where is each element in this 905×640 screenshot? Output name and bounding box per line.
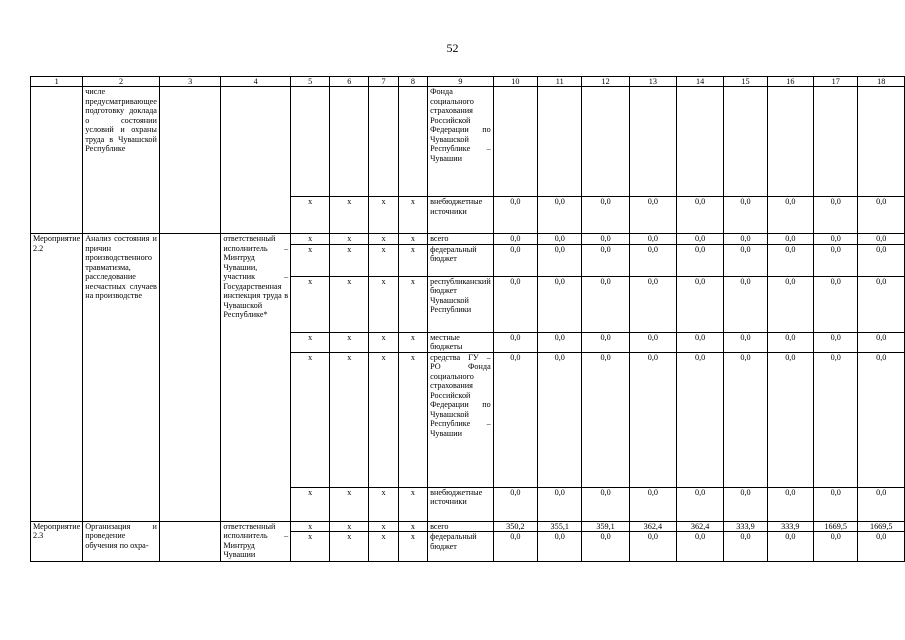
value-cell: 0,0 <box>676 332 723 352</box>
value-cell: 0,0 <box>493 234 537 245</box>
funding-source: внебюджетные источники <box>428 487 494 521</box>
empty-cell <box>582 87 629 197</box>
activity-name: Организация и проведение обучения по охра- <box>83 521 160 562</box>
value-cell: 0,0 <box>582 276 629 332</box>
empty-cell <box>767 87 813 197</box>
column-header: 5 <box>291 77 330 87</box>
value-cell: 0,0 <box>493 197 537 234</box>
value-cell: 0,0 <box>582 532 629 562</box>
value-cell: 0,0 <box>493 352 537 487</box>
x-mark: х <box>398 197 427 234</box>
empty-cell <box>369 87 398 197</box>
funding-source: внебюджетные источники <box>428 197 494 234</box>
column-header: 7 <box>369 77 398 87</box>
value-cell: 0,0 <box>582 332 629 352</box>
value-cell: 0,0 <box>676 234 723 245</box>
x-mark: х <box>369 234 398 245</box>
value-cell: 0,0 <box>493 244 537 276</box>
value-cell: 0,0 <box>724 244 767 276</box>
activity-code: Мероприятие 2.3 <box>31 521 83 562</box>
value-cell: 0,0 <box>724 276 767 332</box>
empty-cell <box>291 87 330 197</box>
value-cell: 0,0 <box>538 276 582 332</box>
page-number: 52 <box>446 41 459 55</box>
value-cell: 0,0 <box>629 244 676 276</box>
value-cell: 0,0 <box>813 197 857 234</box>
value-cell: 0,0 <box>493 532 537 562</box>
value-cell: 0,0 <box>676 244 723 276</box>
value-cell: 0,0 <box>538 234 582 245</box>
value-cell: 0,0 <box>538 532 582 562</box>
header-row <box>31 77 905 87</box>
x-mark: х <box>369 197 398 234</box>
empty-cell <box>629 87 676 197</box>
table-row <box>31 87 905 197</box>
column-header: 15 <box>724 77 767 87</box>
x-mark: х <box>291 197 330 234</box>
funding-source: местные бюджеты <box>428 332 494 352</box>
value-cell: 350,2 <box>493 521 537 532</box>
value-cell: 0,0 <box>629 234 676 245</box>
value-cell: 359,1 <box>582 521 629 532</box>
value-cell: 0,0 <box>582 487 629 521</box>
column-header: 6 <box>330 77 369 87</box>
value-cell: 0,0 <box>724 487 767 521</box>
value-cell: 0,0 <box>629 532 676 562</box>
x-mark: х <box>369 332 398 352</box>
x-mark: х <box>398 244 427 276</box>
x-mark: х <box>369 487 398 521</box>
value-cell: 0,0 <box>582 234 629 245</box>
empty-cell <box>493 87 537 197</box>
x-mark: х <box>330 487 369 521</box>
value-cell: 1669,5 <box>813 521 857 532</box>
x-mark: х <box>369 244 398 276</box>
x-mark: х <box>398 332 427 352</box>
value-cell: 0,0 <box>858 276 905 332</box>
column-header: 1 <box>31 77 83 87</box>
table-row <box>31 234 905 245</box>
x-mark: х <box>291 532 330 562</box>
value-cell: 0,0 <box>493 276 537 332</box>
value-cell: 362,4 <box>676 521 723 532</box>
funding-source: средства ГУ – РО Фонда социального страхования Российской Федерации по Чувашской Республике – Чувашии <box>428 352 494 487</box>
value-cell: 0,0 <box>767 244 813 276</box>
value-cell: 0,0 <box>858 352 905 487</box>
funding-source: республиканский бюджет Чувашской Республики <box>428 276 494 332</box>
value-cell: 0,0 <box>858 332 905 352</box>
value-cell: 0,0 <box>538 244 582 276</box>
value-cell: 0,0 <box>629 487 676 521</box>
empty-cell <box>858 87 905 197</box>
value-cell: 0,0 <box>813 244 857 276</box>
funding-source: федеральный бюджет <box>428 244 494 276</box>
value-cell: 0,0 <box>629 332 676 352</box>
x-mark: х <box>330 234 369 245</box>
column-header: 13 <box>629 77 676 87</box>
value-cell: 0,0 <box>724 234 767 245</box>
budget-table <box>30 76 905 562</box>
column-header: 14 <box>676 77 723 87</box>
value-cell: 0,0 <box>493 487 537 521</box>
value-cell: 0,0 <box>767 532 813 562</box>
x-mark: х <box>330 244 369 276</box>
value-cell: 0,0 <box>724 332 767 352</box>
value-cell: 362,4 <box>629 521 676 532</box>
funding-source: всего <box>428 234 494 245</box>
code-cell <box>31 87 83 234</box>
empty-cell <box>330 87 369 197</box>
x-mark: х <box>398 532 427 562</box>
x-mark: х <box>291 487 330 521</box>
activity-code: Мероприятие 2.2 <box>31 234 83 522</box>
empty-cell <box>159 521 220 562</box>
column-header: 2 <box>83 77 160 87</box>
x-mark: х <box>398 234 427 245</box>
empty-cell <box>538 87 582 197</box>
x-mark: х <box>398 352 427 487</box>
value-cell: 0,0 <box>629 276 676 332</box>
value-cell: 0,0 <box>813 352 857 487</box>
value-cell: 0,0 <box>767 197 813 234</box>
column-header: 9 <box>428 77 494 87</box>
value-cell: 0,0 <box>724 197 767 234</box>
value-cell: 0,0 <box>767 352 813 487</box>
x-mark: х <box>369 521 398 532</box>
x-mark: х <box>291 276 330 332</box>
value-cell: 0,0 <box>858 234 905 245</box>
empty-cell <box>159 87 220 234</box>
column-header: 18 <box>858 77 905 87</box>
funding-source: всего <box>428 521 494 532</box>
column-header: 16 <box>767 77 813 87</box>
value-cell: 0,0 <box>493 332 537 352</box>
value-cell: 0,0 <box>676 276 723 332</box>
value-cell: 0,0 <box>813 234 857 245</box>
empty-cell <box>676 87 723 197</box>
x-mark: х <box>291 234 330 245</box>
executor-cell: ответственный исполнитель – Минтруд Чувашии, участник – Государственная инспекция труда в Чувашской Республике* <box>221 234 291 522</box>
empty-cell <box>398 87 427 197</box>
empty-cell <box>724 87 767 197</box>
executor-cell <box>221 87 291 234</box>
value-cell: 0,0 <box>629 197 676 234</box>
value-cell: 1669,5 <box>858 521 905 532</box>
column-header: 8 <box>398 77 427 87</box>
empty-cell <box>159 234 220 522</box>
value-cell: 0,0 <box>582 197 629 234</box>
value-cell: 0,0 <box>813 487 857 521</box>
value-cell: 0,0 <box>813 276 857 332</box>
value-cell: 0,0 <box>813 332 857 352</box>
x-mark: х <box>330 521 369 532</box>
value-cell: 355,1 <box>538 521 582 532</box>
activity-name: Анализ состояния и причин производственного травматизма, расследование несчастных случаев на производстве <box>83 234 160 522</box>
activity-name: числе предусматривающее подготовку доклада о состоянии условий и охраны труда в Чувашской Республике <box>83 87 160 234</box>
empty-cell <box>813 87 857 197</box>
value-cell: 0,0 <box>582 244 629 276</box>
column-header: 12 <box>582 77 629 87</box>
x-mark: х <box>330 332 369 352</box>
value-cell: 0,0 <box>676 352 723 487</box>
table-row <box>31 521 905 532</box>
x-mark: х <box>291 244 330 276</box>
x-mark: х <box>398 487 427 521</box>
column-header: 3 <box>159 77 220 87</box>
value-cell: 0,0 <box>767 332 813 352</box>
x-mark: х <box>369 352 398 487</box>
value-cell: 333,9 <box>724 521 767 532</box>
value-cell: 0,0 <box>538 332 582 352</box>
value-cell: 0,0 <box>858 487 905 521</box>
value-cell: 0,0 <box>538 197 582 234</box>
x-mark: х <box>291 332 330 352</box>
value-cell: 0,0 <box>676 487 723 521</box>
value-cell: 0,0 <box>767 276 813 332</box>
value-cell: 0,0 <box>629 352 676 487</box>
x-mark: х <box>330 197 369 234</box>
x-mark: х <box>330 276 369 332</box>
value-cell: 0,0 <box>724 532 767 562</box>
x-mark: х <box>330 352 369 487</box>
value-cell: 0,0 <box>724 352 767 487</box>
value-cell: 0,0 <box>858 244 905 276</box>
value-cell: 0,0 <box>676 197 723 234</box>
x-mark: х <box>398 521 427 532</box>
executor-cell: ответственный исполнитель – Минтруд Чувашии <box>221 521 291 562</box>
column-header: 17 <box>813 77 857 87</box>
value-cell: 333,9 <box>767 521 813 532</box>
x-mark: х <box>291 352 330 487</box>
value-cell: 0,0 <box>813 532 857 562</box>
x-mark: х <box>291 521 330 532</box>
x-mark: х <box>398 276 427 332</box>
value-cell: 0,0 <box>767 487 813 521</box>
value-cell: 0,0 <box>582 352 629 487</box>
column-header: 10 <box>493 77 537 87</box>
column-header: 11 <box>538 77 582 87</box>
column-header: 4 <box>221 77 291 87</box>
funding-source: Фонда социального страхования Российской Федерации по Чувашской Республике – Чувашии <box>428 87 494 197</box>
value-cell: 0,0 <box>538 487 582 521</box>
x-mark: х <box>369 532 398 562</box>
value-cell: 0,0 <box>858 532 905 562</box>
value-cell: 0,0 <box>676 532 723 562</box>
x-mark: х <box>369 276 398 332</box>
value-cell: 0,0 <box>858 197 905 234</box>
value-cell: 0,0 <box>767 234 813 245</box>
value-cell: 0,0 <box>538 352 582 487</box>
x-mark: х <box>330 532 369 562</box>
funding-source: федеральный бюджет <box>428 532 494 562</box>
